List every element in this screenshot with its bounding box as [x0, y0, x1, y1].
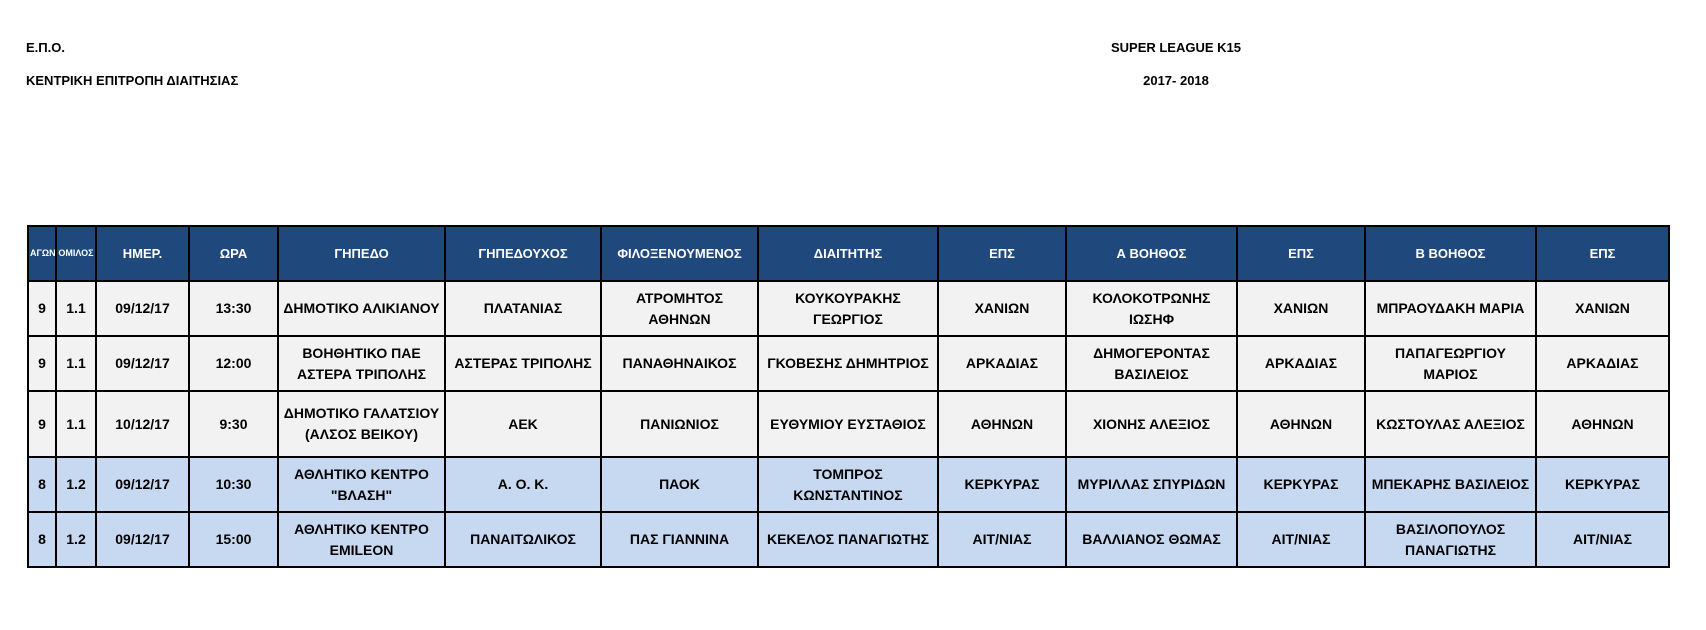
referee-association: ΑΙΤ/ΝΙΑΣ: [938, 512, 1066, 567]
match-number: 9: [28, 336, 56, 391]
date: 09/12/17: [96, 512, 189, 567]
referee-association: ΚΕΡΚΥΡΑΣ: [938, 457, 1066, 512]
assistant-a: ΚΟΛΟΚΟΤΡΩΝΗΣ ΙΩΣΗΦ: [1066, 281, 1237, 336]
time: 12:00: [189, 336, 278, 391]
referee: ΚΕΚΕΛΟΣ ΠΑΝΑΓΙΩΤΗΣ: [758, 512, 938, 567]
referee-association: ΑΘΗΝΩΝ: [938, 391, 1066, 457]
assistant-a: ΧΙΟΝΗΣ ΑΛΕΞΙΟΣ: [1066, 391, 1237, 457]
home-team: Α. Ο. Κ.: [445, 457, 601, 512]
col-header-stadium: ΓΗΠΕΔΟ: [278, 226, 445, 281]
time: 10:30: [189, 457, 278, 512]
time: 15:00: [189, 512, 278, 567]
assistant-a: ΔΗΜΟΓΕΡΟΝΤΑΣ ΒΑΣΙΛΕΙΟΣ: [1066, 336, 1237, 391]
away-team: ΑΤΡΟΜΗΤΟΣ ΑΘΗΝΩΝ: [601, 281, 758, 336]
col-header-assistant-a-association: ΕΠΣ: [1237, 226, 1365, 281]
assistant-b-association: ΚΕΡΚΥΡΑΣ: [1536, 457, 1669, 512]
col-header-away-team: ΦΙΛΟΞΕΝΟΥΜΕΝΟΣ: [601, 226, 758, 281]
match-number: 9: [28, 391, 56, 457]
col-header-referee-association: ΕΠΣ: [938, 226, 1066, 281]
table-row: [28, 336, 1669, 391]
table-header-row: [28, 226, 1669, 281]
assistant-b: ΜΠΡΑΟΥΔΑΚΗ ΜΑΡΙΑ: [1365, 281, 1536, 336]
federation-name: Ε.Π.Ο.: [26, 40, 66, 55]
date: 09/12/17: [96, 457, 189, 512]
col-header-assistant-b: Β ΒΟΗΘΟΣ: [1365, 226, 1536, 281]
away-team: ΠΑΟΚ: [601, 457, 758, 512]
group: 1.2: [56, 512, 96, 567]
group: 1.1: [56, 336, 96, 391]
referee-association: ΧΑΝΙΩΝ: [938, 281, 1066, 336]
assistant-b-association: ΑΡΚΑΔΙΑΣ: [1536, 336, 1669, 391]
date: 09/12/17: [96, 336, 189, 391]
group: 1.1: [56, 281, 96, 336]
assistant-b: ΜΠΕΚΑΡΗΣ ΒΑΣΙΛΕΙΟΣ: [1365, 457, 1536, 512]
group: 1.2: [56, 457, 96, 512]
col-header-time: ΩΡΑ: [189, 226, 278, 281]
col-header-referee: ΔΙΑΙΤΗΤΗΣ: [758, 226, 938, 281]
assistant-b-association: ΑΘΗΝΩΝ: [1536, 391, 1669, 457]
assistant-a-association: ΧΑΝΙΩΝ: [1237, 281, 1365, 336]
stadium: ΑΘΛΗΤΙΚΟ ΚΕΝΤΡΟ EMILEON: [278, 512, 445, 567]
away-team: ΠΑΣ ΓΙΑΝΝΙΝΑ: [601, 512, 758, 567]
referee: ΤΟΜΠΡΟΣ ΚΩΝΣΤΑΝΤΙΝΟΣ: [758, 457, 938, 512]
table-row: [28, 391, 1669, 457]
committee-name: ΚΕΝΤΡΙΚΗ ΕΠΙΤΡΟΠΗ ΔΙΑΙΤΗΣΙΑΣ: [26, 73, 239, 88]
col-header-home-team: ΓΗΠΕΔΟΥΧΟΣ: [445, 226, 601, 281]
away-team: ΠΑΝΙΩΝΙΟΣ: [601, 391, 758, 457]
home-team: ΠΑΝΑΙΤΩΛΙΚΟΣ: [445, 512, 601, 567]
referee-association: ΑΡΚΑΔΙΑΣ: [938, 336, 1066, 391]
assistant-b: ΠΑΠΑΓΕΩΡΓΙΟΥ ΜΑΡΙΟΣ: [1365, 336, 1536, 391]
referee-assignments-table: [27, 225, 1670, 568]
assistant-a-association: ΑΡΚΑΔΙΑΣ: [1237, 336, 1365, 391]
stadium: ΔΗΜΟΤΙΚΟ ΓΑΛΑΤΣΙΟΥ (ΑΛΣΟΣ ΒΕΙΚΟΥ): [278, 391, 445, 457]
away-team: ΠΑΝΑΘΗΝΑΙΚΟΣ: [601, 336, 758, 391]
home-team: ΠΛΑΤΑΝΙΑΣ: [445, 281, 601, 336]
assistant-b-association: ΧΑΝΙΩΝ: [1536, 281, 1669, 336]
col-header-group: ΟΜΙΛΟΣ: [56, 226, 96, 281]
table-row: [28, 281, 1669, 336]
date: 09/12/17: [96, 281, 189, 336]
date: 10/12/17: [96, 391, 189, 457]
league-title: SUPER LEAGUE K15: [1110, 40, 1242, 55]
table-row: [28, 457, 1669, 512]
col-header-assistant-a: Α ΒΟΗΘΟΣ: [1066, 226, 1237, 281]
referee: ΚΟΥΚΟΥΡΑΚΗΣ ΓΕΩΡΓΙΟΣ: [758, 281, 938, 336]
assistant-b: ΚΩΣΤΟΥΛΑΣ ΑΛΕΞΙΟΣ: [1365, 391, 1536, 457]
assistant-b-association: ΑΙΤ/ΝΙΑΣ: [1536, 512, 1669, 567]
stadium: ΑΘΛΗΤΙΚΟ ΚΕΝΤΡΟ "ΒΛΑΣΗ": [278, 457, 445, 512]
season-label: 2017- 2018: [1143, 73, 1209, 88]
stadium: ΒΟΗΘΗΤΙΚΟ ΠΑΕ ΑΣΤΕΡΑ ΤΡΙΠΟΛΗΣ: [278, 336, 445, 391]
col-header-assistant-b-association: ΕΠΣ: [1536, 226, 1669, 281]
referee: ΕΥΘΥΜΙΟΥ ΕΥΣΤΑΘΙΟΣ: [758, 391, 938, 457]
assistant-a: ΜΥΡΙΛΛΑΣ ΣΠΥΡΙΔΩΝ: [1066, 457, 1237, 512]
table-row: [28, 512, 1669, 567]
assistant-a-association: ΑΘΗΝΩΝ: [1237, 391, 1365, 457]
match-number: 8: [28, 512, 56, 567]
home-team: ΑΣΤΕΡΑΣ ΤΡΙΠΟΛΗΣ: [445, 336, 601, 391]
assistant-a-association: ΑΙΤ/ΝΙΑΣ: [1237, 512, 1365, 567]
col-header-match: ΑΓΩΝ: [28, 226, 56, 281]
home-team: ΑΕΚ: [445, 391, 601, 457]
time: 13:30: [189, 281, 278, 336]
group: 1.1: [56, 391, 96, 457]
assistant-a-association: ΚΕΡΚΥΡΑΣ: [1237, 457, 1365, 512]
match-number: 9: [28, 281, 56, 336]
match-number: 8: [28, 457, 56, 512]
time: 9:30: [189, 391, 278, 457]
referee: ΓΚΟΒΕΣΗΣ ΔΗΜΗΤΡΙΟΣ: [758, 336, 938, 391]
assistant-b: ΒΑΣΙΛΟΠΟΥΛΟΣ ΠΑΝΑΓΙΩΤΗΣ: [1365, 512, 1536, 567]
assistant-a: ΒΑΛΛΙΑΝΟΣ ΘΩΜΑΣ: [1066, 512, 1237, 567]
col-header-date: ΗΜΕΡ.: [96, 226, 189, 281]
stadium: ΔΗΜΟΤΙΚΟ ΑΛΙΚΙΑΝΟΥ: [278, 281, 445, 336]
